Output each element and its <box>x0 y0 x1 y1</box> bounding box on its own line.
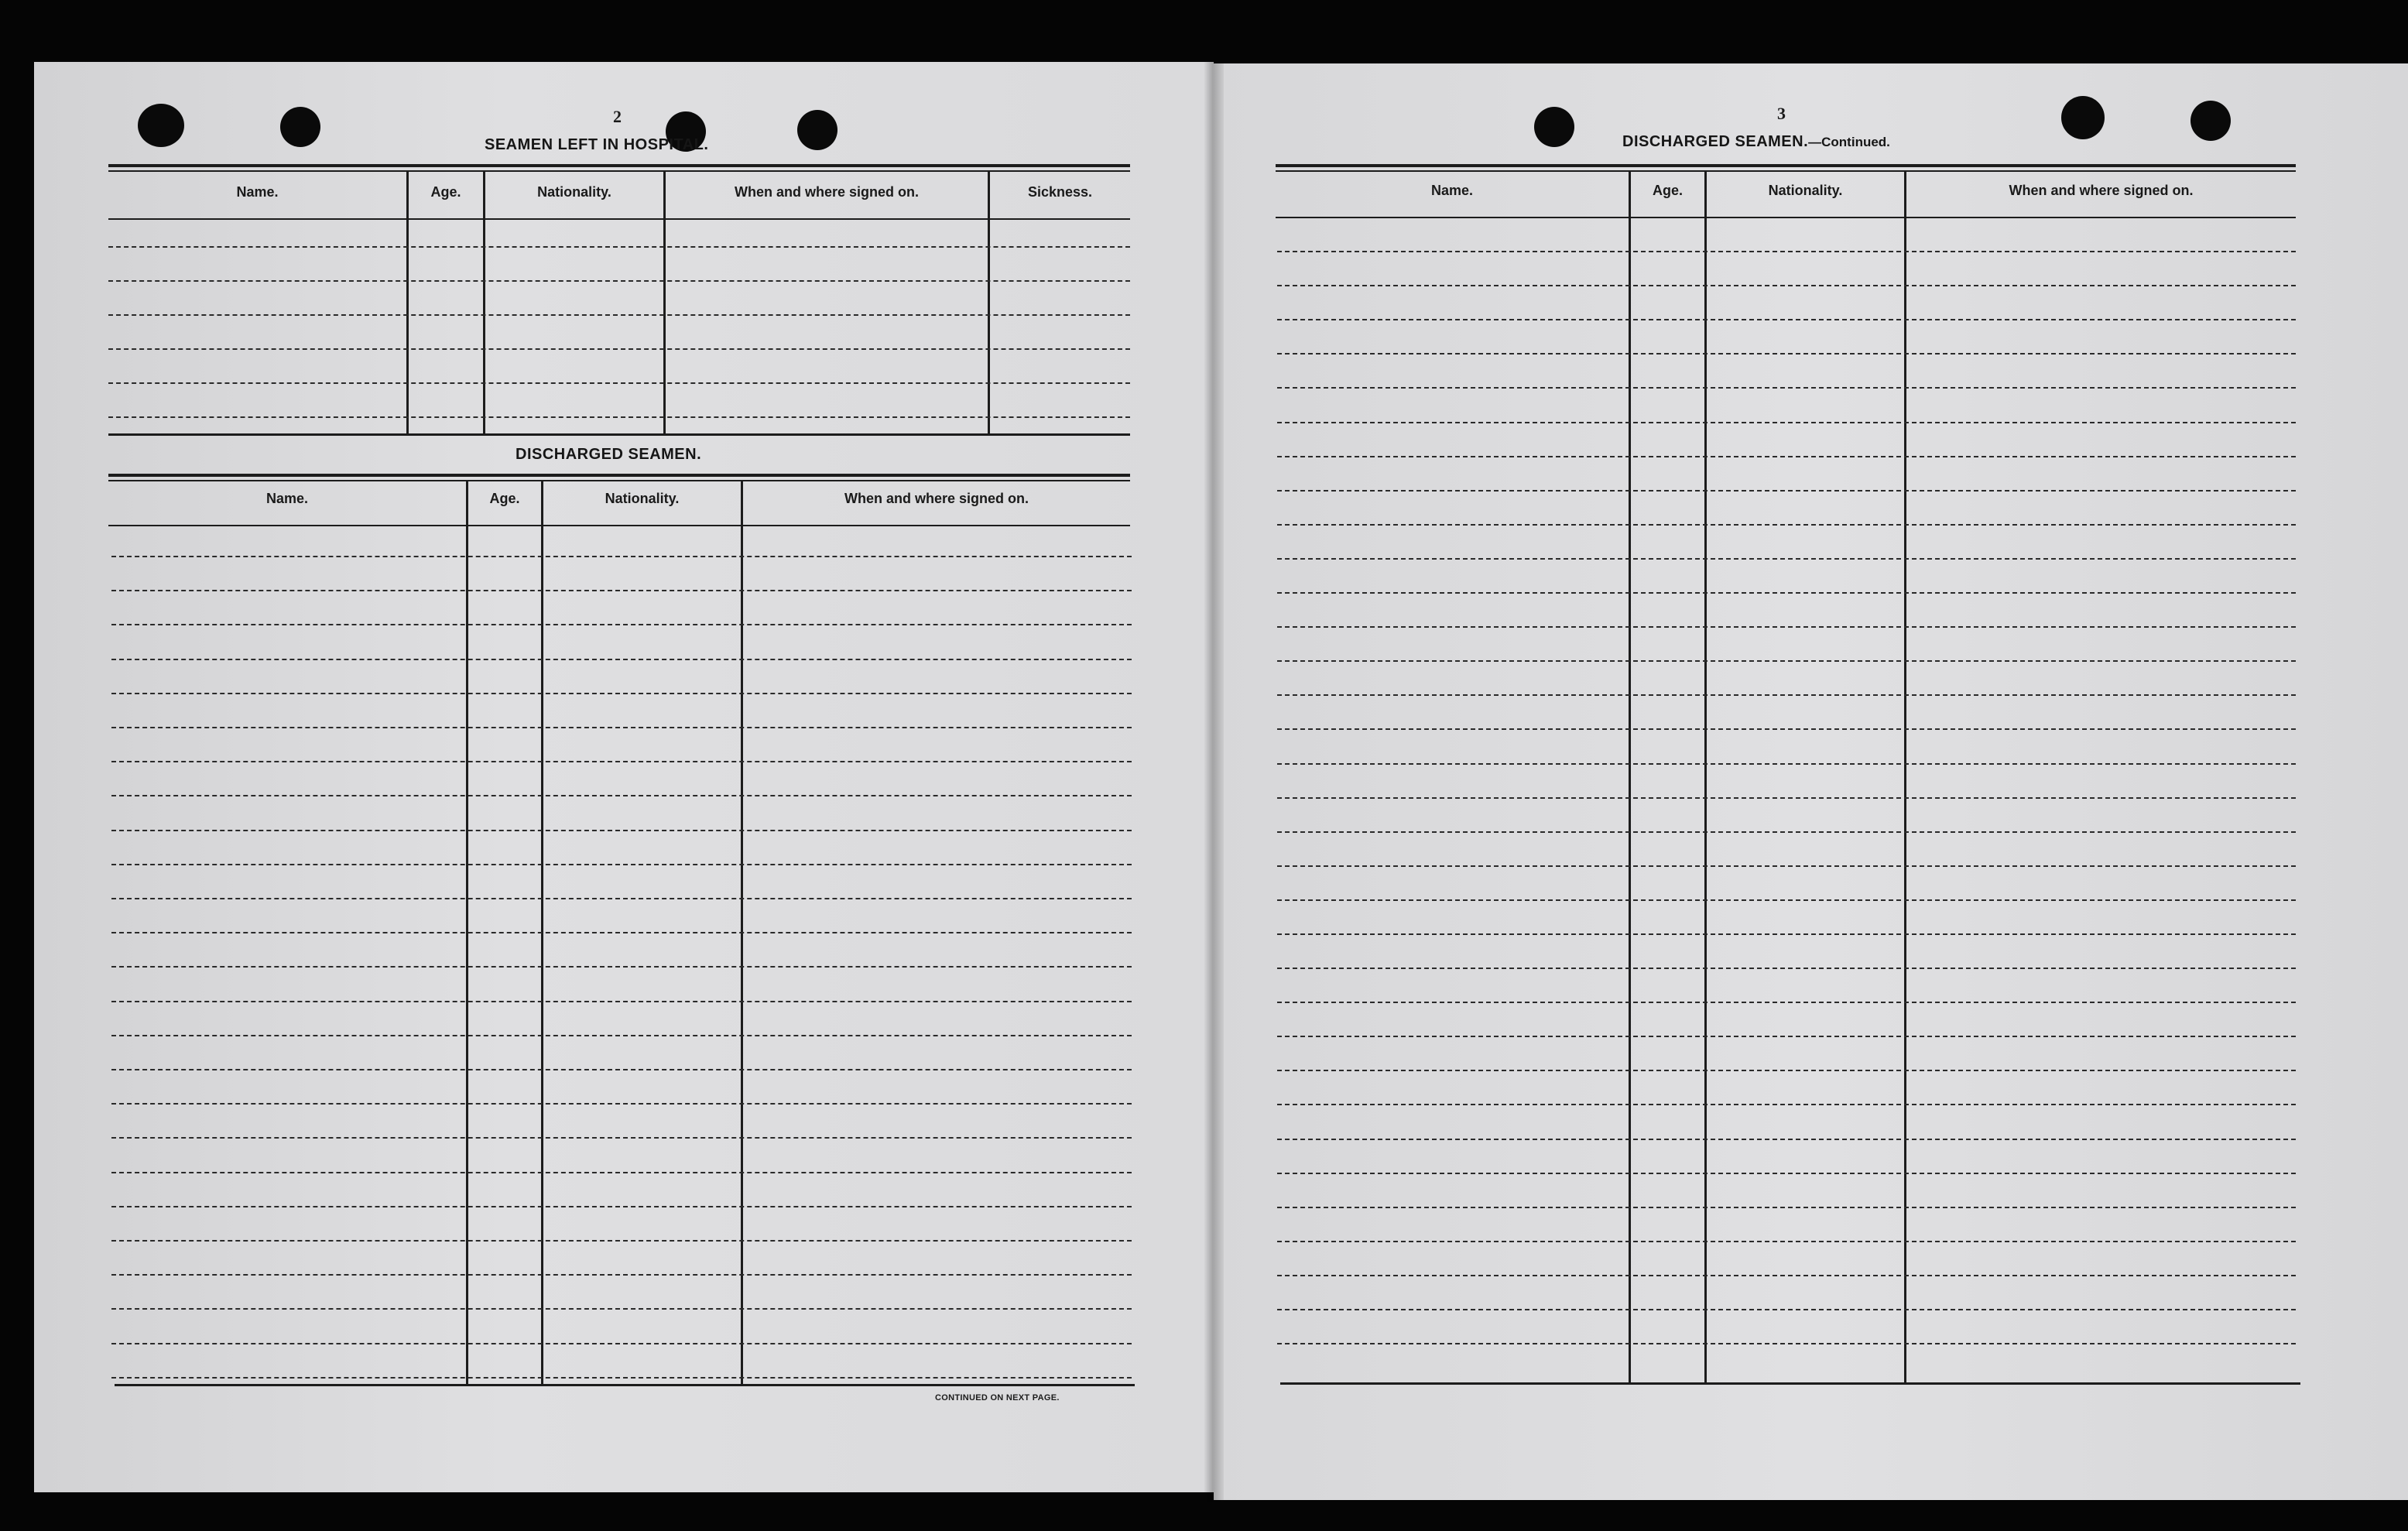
hospital-col-age: Age. <box>430 184 461 200</box>
page-fold <box>1204 62 1224 1502</box>
hospital-col-divider <box>406 172 409 433</box>
discharged-row-line <box>111 1206 1132 1207</box>
page-number: 3 <box>1777 104 1786 123</box>
discharged-row-line <box>111 624 1132 625</box>
continued-section-title-main: DISCHARGED SEAMEN. <box>1622 133 1809 150</box>
discharged-row-line <box>111 556 1132 557</box>
discharged-row-line <box>111 590 1132 591</box>
continued-row-line <box>1277 865 2296 867</box>
continued-row-line <box>1277 1207 2296 1208</box>
discharged-row-line <box>111 1172 1132 1173</box>
continued-row-line <box>1277 899 2296 901</box>
punch-hole <box>138 104 184 147</box>
continued-row-line <box>1277 490 2296 491</box>
discharged-row-line <box>111 795 1132 796</box>
continued-row-line <box>1277 319 2296 320</box>
continued-row-line <box>1277 1036 2296 1037</box>
continued-row-line <box>1277 1173 2296 1174</box>
continued-col-name: Name. <box>1430 183 1474 198</box>
continued-row-line <box>1277 1309 2296 1310</box>
hospital-row-line <box>108 416 1130 418</box>
discharged-row-line <box>111 1377 1132 1379</box>
continued-row-line <box>1277 626 2296 628</box>
discharged-row-line <box>111 1103 1132 1105</box>
continued-section-title-suffix: —Continued. <box>1808 135 1890 149</box>
continued-row-line <box>1277 285 2296 286</box>
continued-row-line <box>1277 763 2296 765</box>
discharged-row-line <box>111 1274 1132 1276</box>
continued-row-line <box>1277 456 2296 457</box>
continued-col-age: Age. <box>1652 183 1683 198</box>
continued-row-line <box>1277 1139 2296 1140</box>
punch-hole <box>1534 107 1574 147</box>
discharged-top-rule-inner <box>108 480 1130 481</box>
continued-top-rule <box>1276 164 2296 167</box>
page-number: 2 <box>613 107 622 126</box>
hospital-header-rule <box>108 218 1130 220</box>
right-page <box>1214 63 2408 1500</box>
hospital-col-divider <box>483 172 485 433</box>
discharged-row-line <box>111 830 1132 831</box>
discharged-row-line <box>111 1343 1132 1344</box>
discharged-top-rule <box>108 474 1130 477</box>
discharged-row-line <box>111 966 1132 968</box>
discharged-row-line <box>111 1069 1132 1070</box>
discharged-bottom-rule <box>115 1384 1135 1386</box>
discharged-row-line <box>111 1035 1132 1036</box>
continued-row-line <box>1277 694 2296 696</box>
continued-row-line <box>1277 353 2296 354</box>
continued-note: CONTINUED ON NEXT PAGE. <box>935 1393 1060 1403</box>
continued-row-line <box>1277 933 2296 935</box>
hospital-col-divider <box>988 172 990 433</box>
discharged-row-line <box>111 864 1132 865</box>
continued-row-line <box>1277 1104 2296 1105</box>
punch-hole <box>2190 101 2231 141</box>
continued-top-rule-inner <box>1276 170 2296 172</box>
continued-row-line <box>1277 831 2296 833</box>
hospital-top-rule <box>108 164 1130 167</box>
continued-row-line <box>1277 524 2296 526</box>
continued-row-line <box>1277 728 2296 730</box>
discharged-row-line <box>111 727 1132 728</box>
punch-hole <box>2061 96 2105 139</box>
continued-row-line <box>1277 1070 2296 1071</box>
hospital-row-line <box>108 246 1130 248</box>
punch-hole <box>280 107 320 147</box>
continued-row-line <box>1277 387 2296 389</box>
hospital-col-signed-on: When and where signed on. <box>734 184 920 200</box>
continued-row-line <box>1277 797 2296 799</box>
left-page <box>34 62 1214 1492</box>
hospital-col-name: Name. <box>236 184 279 200</box>
continued-row-line <box>1277 558 2296 560</box>
hospital-row-line <box>108 314 1130 316</box>
discharged-col-age: Age. <box>489 491 520 506</box>
hospital-col-sickness: Sickness. <box>1027 184 1093 200</box>
discharged-row-line <box>111 898 1132 899</box>
continued-row-line <box>1277 1275 2296 1276</box>
continued-section-title <box>1622 133 1890 151</box>
discharged-section-title: DISCHARGED SEAMEN. <box>516 446 702 463</box>
discharged-row-line <box>111 932 1132 933</box>
hospital-section-title: SEAMEN LEFT IN HOSPITAL. <box>485 136 709 153</box>
hospital-col-nationality: Nationality. <box>537 184 611 200</box>
discharged-row-line <box>111 1240 1132 1242</box>
hospital-row-line <box>108 280 1130 282</box>
discharged-col-signed-on: When and where signed on. <box>844 491 1029 506</box>
continued-row-line <box>1277 660 2296 662</box>
discharged-header-rule <box>108 525 1130 526</box>
hospital-bottom-rule <box>108 433 1130 436</box>
continued-col-signed-on: When and where signed on. <box>2009 183 2194 198</box>
continued-row-line <box>1277 1002 2296 1003</box>
hospital-top-rule-inner <box>108 170 1130 172</box>
hospital-col-divider <box>663 172 666 433</box>
continued-row-line <box>1277 1343 2296 1344</box>
discharged-row-line <box>111 1308 1132 1310</box>
discharged-row-line <box>111 659 1132 660</box>
discharged-row-line <box>111 1001 1132 1002</box>
discharged-row-line <box>111 761 1132 762</box>
continued-col-nationality: Nationality. <box>1768 183 1843 198</box>
discharged-col-nationality: Nationality. <box>605 491 680 506</box>
continued-row-line <box>1277 422 2296 423</box>
hospital-row-line <box>108 382 1130 384</box>
discharged-col-name: Name. <box>265 491 309 506</box>
continued-row-line <box>1277 968 2296 969</box>
continued-row-line <box>1277 251 2296 252</box>
continued-header-rule <box>1276 217 2296 218</box>
continued-row-line <box>1277 592 2296 594</box>
punch-hole <box>797 110 837 150</box>
discharged-row-line <box>111 1137 1132 1139</box>
continued-bottom-rule <box>1280 1382 2300 1385</box>
continued-row-line <box>1277 1241 2296 1242</box>
discharged-row-line <box>111 693 1132 694</box>
hospital-row-line <box>108 348 1130 350</box>
